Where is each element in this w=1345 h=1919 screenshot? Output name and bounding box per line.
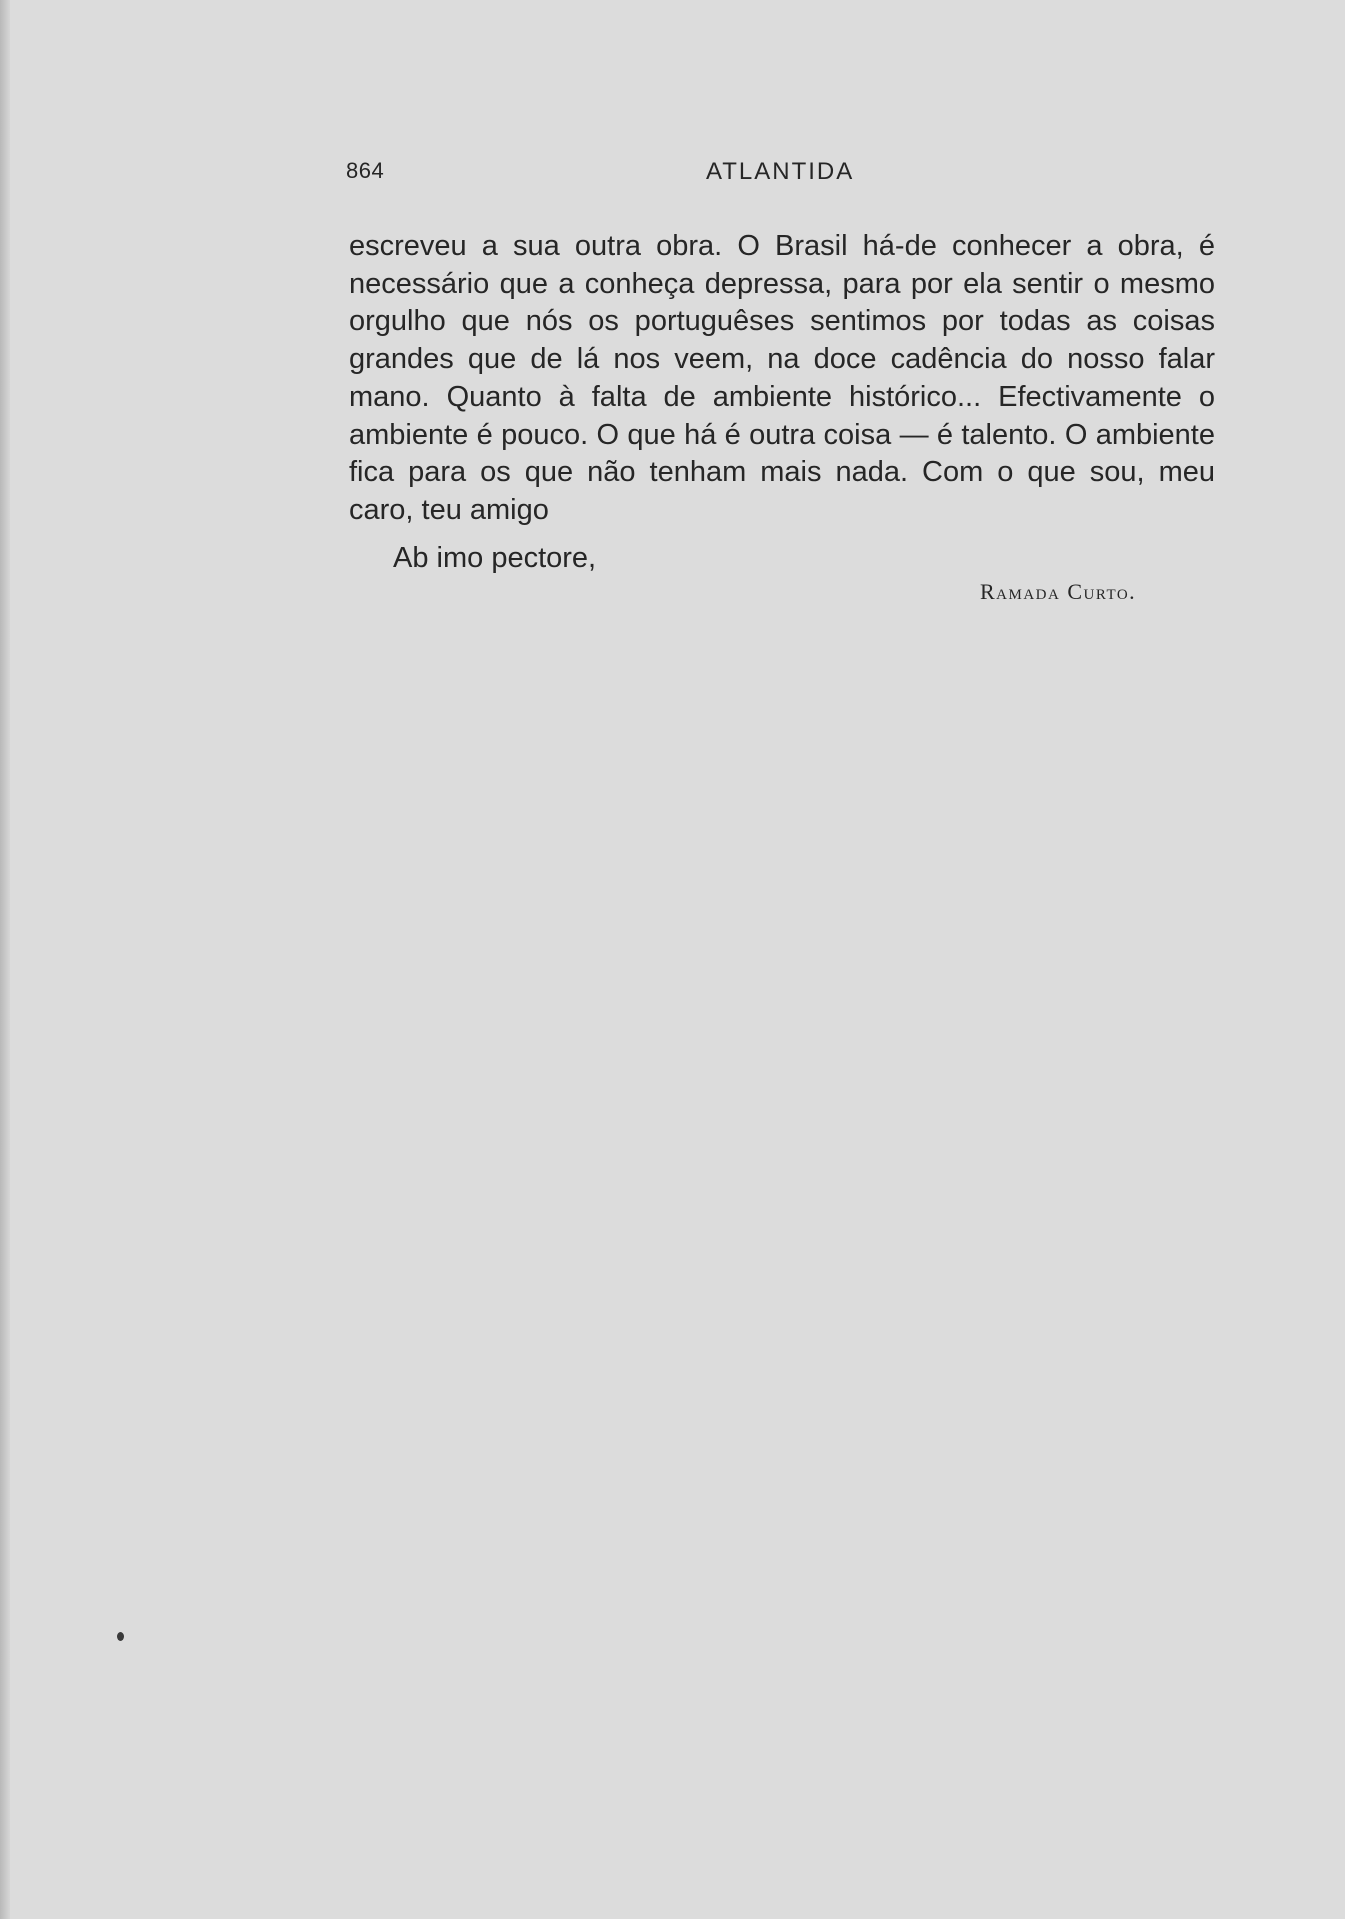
author-signature: Ramada Curto. (980, 579, 1137, 604)
closing-salutation: Ab imo pectore, (393, 542, 597, 574)
body-paragraph: escreveu a sua outra obra. O Brasil há-de conhecer a obra, é necessário que a conheça depressa, para por ela sentir o mesmo orgulho que nós os portuguêses sentimos por todas as coisas grandes que de lá nos veem, na doce cadência do nosso falar mano. Quanto à falta de ambiente histórico... Efectivamente o ambiente é pouco. O que há é outra coisa — é talento. O ambiente fica para os que não tenham mais nada. Com o que sou, meu caro, teu amigo (349, 230, 1215, 526)
ink-speck (117, 1632, 124, 1641)
running-title: ATLANTIDA (706, 158, 855, 185)
page-edge-shadow (0, 0, 10, 1919)
page-number: 864 (346, 158, 385, 183)
page-header (346, 158, 862, 194)
